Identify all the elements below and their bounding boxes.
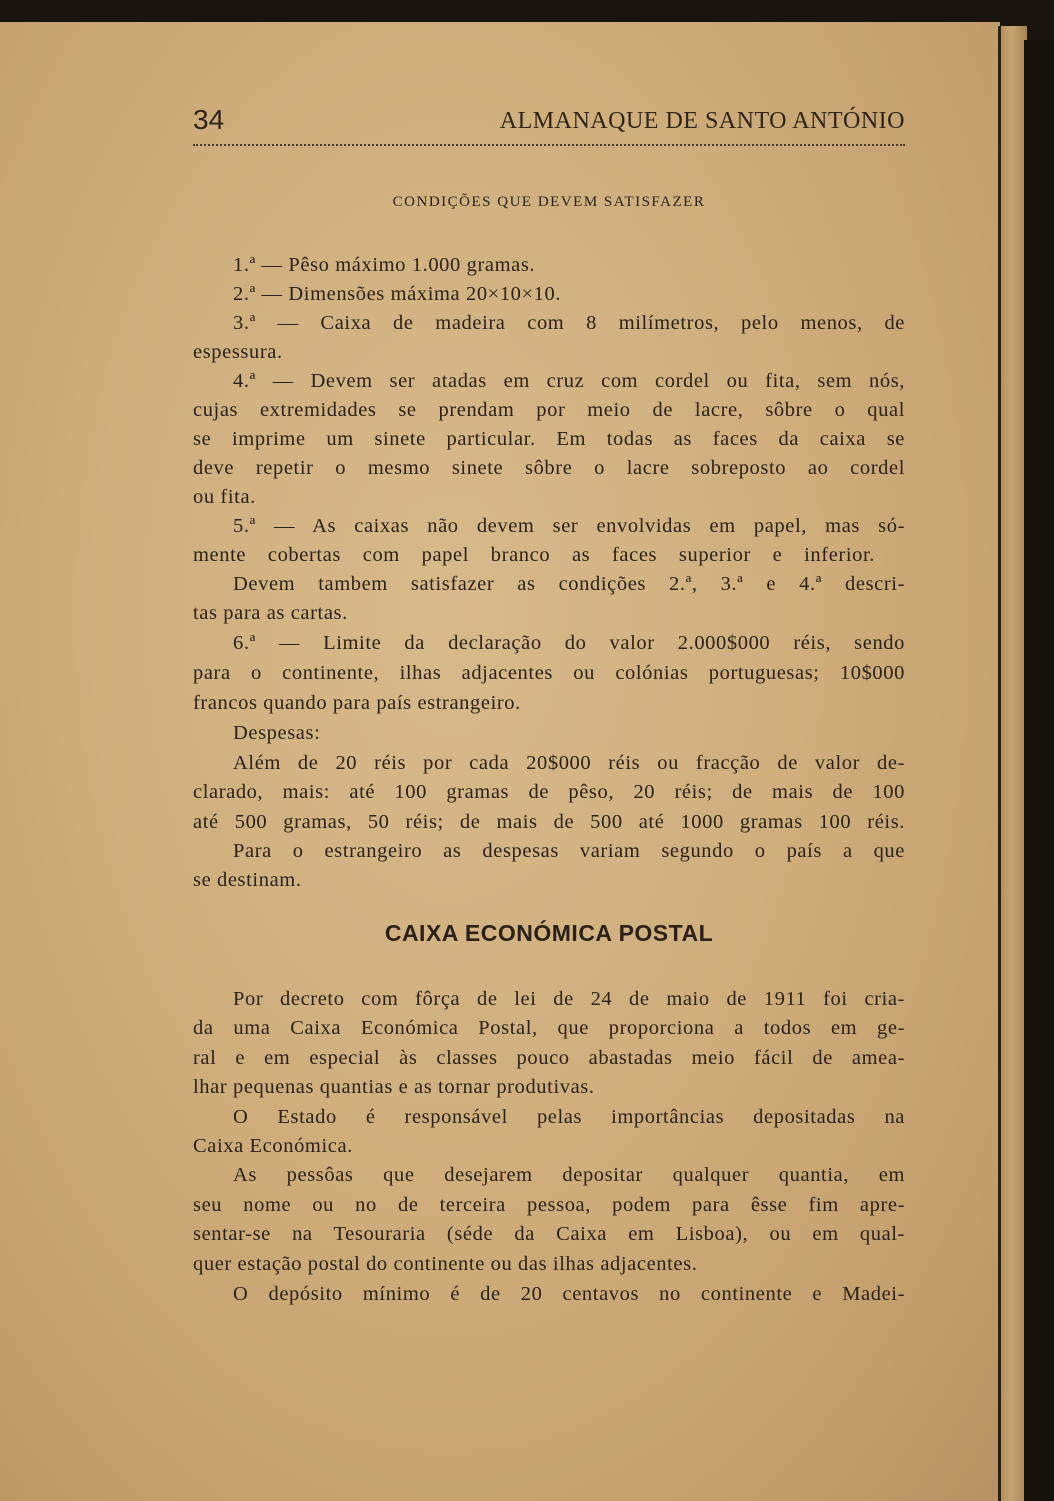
text-line: Caixa Económica. xyxy=(193,1135,353,1157)
running-title: ALMANAQUE DE SANTO ANTÓNIO xyxy=(499,108,905,134)
text-line: ou fita. xyxy=(193,486,256,508)
text-line: 5.ª — As caixas não devem ser envolvidas em papel, mas só- xyxy=(233,515,905,537)
text-line: As pessôas que desejarem depositar qualquer quantia, em xyxy=(233,1164,905,1186)
section-title: CAIXA ECONÓMICA POSTAL xyxy=(384,920,714,946)
text-line: ral e em especial às classes pouco abastadas meio fácil de amea- xyxy=(193,1047,905,1069)
text-line: 4.ª — Devem ser atadas em cruz com cordel ou fita, sem nós, xyxy=(233,370,905,392)
text-line: clarado, mais: até 100 gramas de pêso, 20 réis; de mais de 100 xyxy=(193,781,905,803)
text-line: se destinam. xyxy=(193,869,302,891)
text-line: 1.ª — Pêso máximo 1.000 gramas. xyxy=(233,254,536,276)
text-line: O Estado é responsável pelas importâncias depositadas na xyxy=(233,1106,905,1128)
text-line: se imprime um sinete particular. Em todas as faces da caixa se xyxy=(193,428,905,450)
text-line: lhar pequenas quantias e as tornar produtivas. xyxy=(193,1076,595,1098)
text-line: Despesas: xyxy=(233,722,321,744)
text-line: cujas extremidades se prendam por meio de lacre, sôbre o qual xyxy=(193,399,905,421)
page-edge xyxy=(998,26,1027,1501)
text-line: para o continente, ilhas adjacentes ou colónias portuguesas; 10$000 xyxy=(193,662,905,684)
text-line: francos quando para país estrangeiro. xyxy=(193,692,521,714)
conditions-subtitle: CONDIÇÕES QUE DEVEM SATISFAZER xyxy=(392,194,706,210)
page-number: 34 xyxy=(193,104,225,135)
text-line: quer estação postal do continente ou das ilhas adjacentes. xyxy=(193,1253,698,1275)
text-line: deve repetir o mesmo sinete sôbre o lacre sobreposto ao cordel xyxy=(193,457,905,479)
text-line: até 500 gramas, 50 réis; de mais de 500 até 1000 gramas 100 réis. xyxy=(193,811,905,833)
text-line: Por decreto com fôrça de lei de 24 de maio de 1911 foi cria- xyxy=(233,988,905,1010)
text-line: tas para as cartas. xyxy=(193,602,348,624)
text-line: seu nome ou no de terceira pessoa, podem para êsse fim apre- xyxy=(193,1194,905,1216)
text-line: Além de 20 réis por cada 20$000 réis ou fracção de valor de- xyxy=(233,752,905,774)
text-line: da uma Caixa Económica Postal, que proporciona a todos em ge- xyxy=(193,1017,905,1039)
text-line: O depósito mínimo é de 20 centavos no continente e Madei- xyxy=(233,1283,905,1305)
text-line: Para o estrangeiro as despesas variam segundo o país a que xyxy=(233,840,905,862)
text-line: sentar-se na Tesouraria (séde da Caixa em Lisboa), ou em qual- xyxy=(193,1223,905,1245)
text-line: 2.ª — Dimensões máxima 20×10×10. xyxy=(233,283,562,305)
text-line: 6.ª — Limite da declaração do valor 2.000$000 réis, sendo xyxy=(233,632,905,654)
header-rule xyxy=(193,144,905,146)
background-edge xyxy=(1024,40,1054,1501)
text-line: espessura. xyxy=(193,341,283,363)
text-line: Devem tambem satisfazer as condições 2.ª, 3.ª e 4.ª descri- xyxy=(233,573,905,595)
text-line: mente cobertas com papel branco as faces superior e inferior. xyxy=(193,544,875,566)
page-header xyxy=(193,104,905,144)
text-line: 3.ª — Caixa de madeira com 8 milímetros, pelo menos, de xyxy=(233,312,905,334)
